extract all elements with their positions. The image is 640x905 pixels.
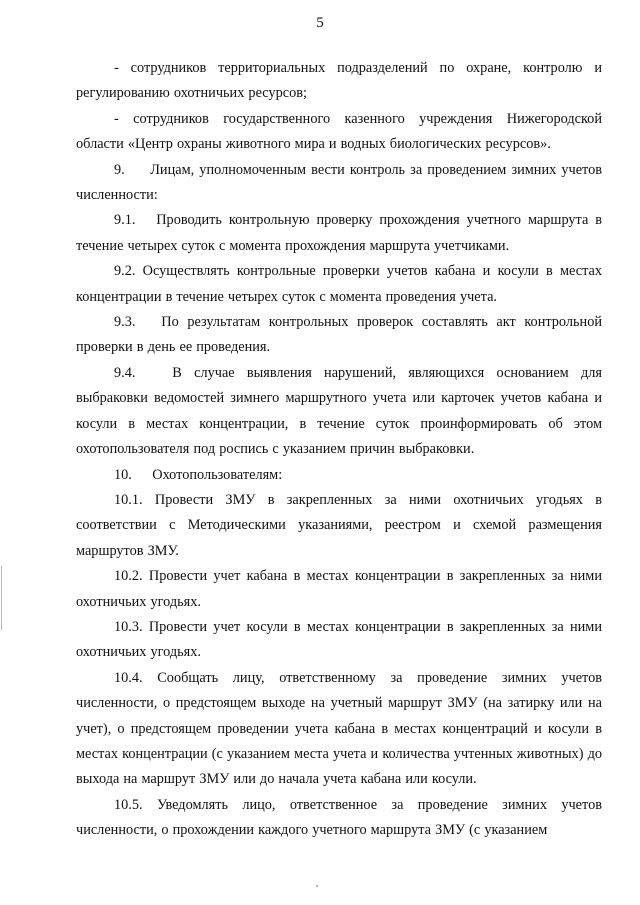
page-number: 5 bbox=[316, 15, 324, 31]
paragraph-item-10-2: 10.2. Провести учет кабана в местах концентрации в закрепленных за ними охотничьих угодьях. bbox=[76, 568, 602, 610]
paragraph-item-10: 10. Охотопользователям: bbox=[114, 466, 283, 483]
paragraph-item-9-3: 9.3. По результатам контрольных проверок составлять акт контрольной проверки в день ее проведения. bbox=[76, 314, 602, 356]
paragraph-item-10-1: 10.1. Провести ЗМУ в закрепленных за ними охотничьих угодьях в соответствии с Методическими указаниями, реестром и схемой размещения маршрутов ЗМУ. bbox=[76, 491, 602, 559]
paragraph-item-10-4: 10.4. Сообщать лицу, ответственному за проведение зимних учетов численности, о предстоящем выходе на учетный маршрут ЗМУ (на затирку или на учет), о предстоящем проведении учета кабана в местах концентраций и косули в местах концентрации (с указанием места учета и количества учтенных животных) до выхода на маршрут ЗМУ или до начала учета кабана или косули. bbox=[76, 669, 602, 788]
scan-margin-mark bbox=[1, 566, 2, 630]
paragraph-item-9: 9. Лицам, уполномоченным вести контроль за проведением зимних учетов численности: bbox=[76, 161, 602, 204]
paragraph-state-institution-staff: - сотрудников государственного казенного учреждения Нижегородской области «Центр охраны животного мира и водных биологических ресурсов». bbox=[76, 110, 602, 153]
paragraph-item-10-3: 10.3. Провести учет косули в местах концентрации в закрепленных за ними охотничьих угодьях. bbox=[76, 618, 602, 661]
paragraph-item-9-4: 9.4. В случае выявления нарушений, являющихся основанием для выбраковки ведомостей зимнего маршрутного учета или карточек учетов кабана и косули в местах концентрации, в течение суток проинформировать об этом охотопользователя под роспись с указанием причин выбраковки. bbox=[76, 364, 602, 458]
paragraph-item-10-5: 10.5. Уведомлять лицо, ответственное за проведение зимних учетов численности, о прохождении каждого учетного маршрута ЗМУ (с указанием bbox=[76, 796, 602, 839]
scan-speck bbox=[316, 885, 318, 887]
paragraph-item-9-2: 9.2. Осуществлять контрольные проверки учетов кабана и косули в местах концентрации в течение четырех суток с момента проведения учета. bbox=[76, 263, 602, 305]
paragraph-item-9-1: 9.1. Проводить контрольную проверку прохождения учетного маршрута в течение четырех суток с момента прохождения маршрута учетчиками. bbox=[76, 212, 602, 254]
paragraph-territorial-staff: - сотрудников территориальных подразделений по охране, контролю и регулированию охотничьих ресурсов; bbox=[76, 60, 602, 102]
document-body bbox=[76, 56, 602, 844]
